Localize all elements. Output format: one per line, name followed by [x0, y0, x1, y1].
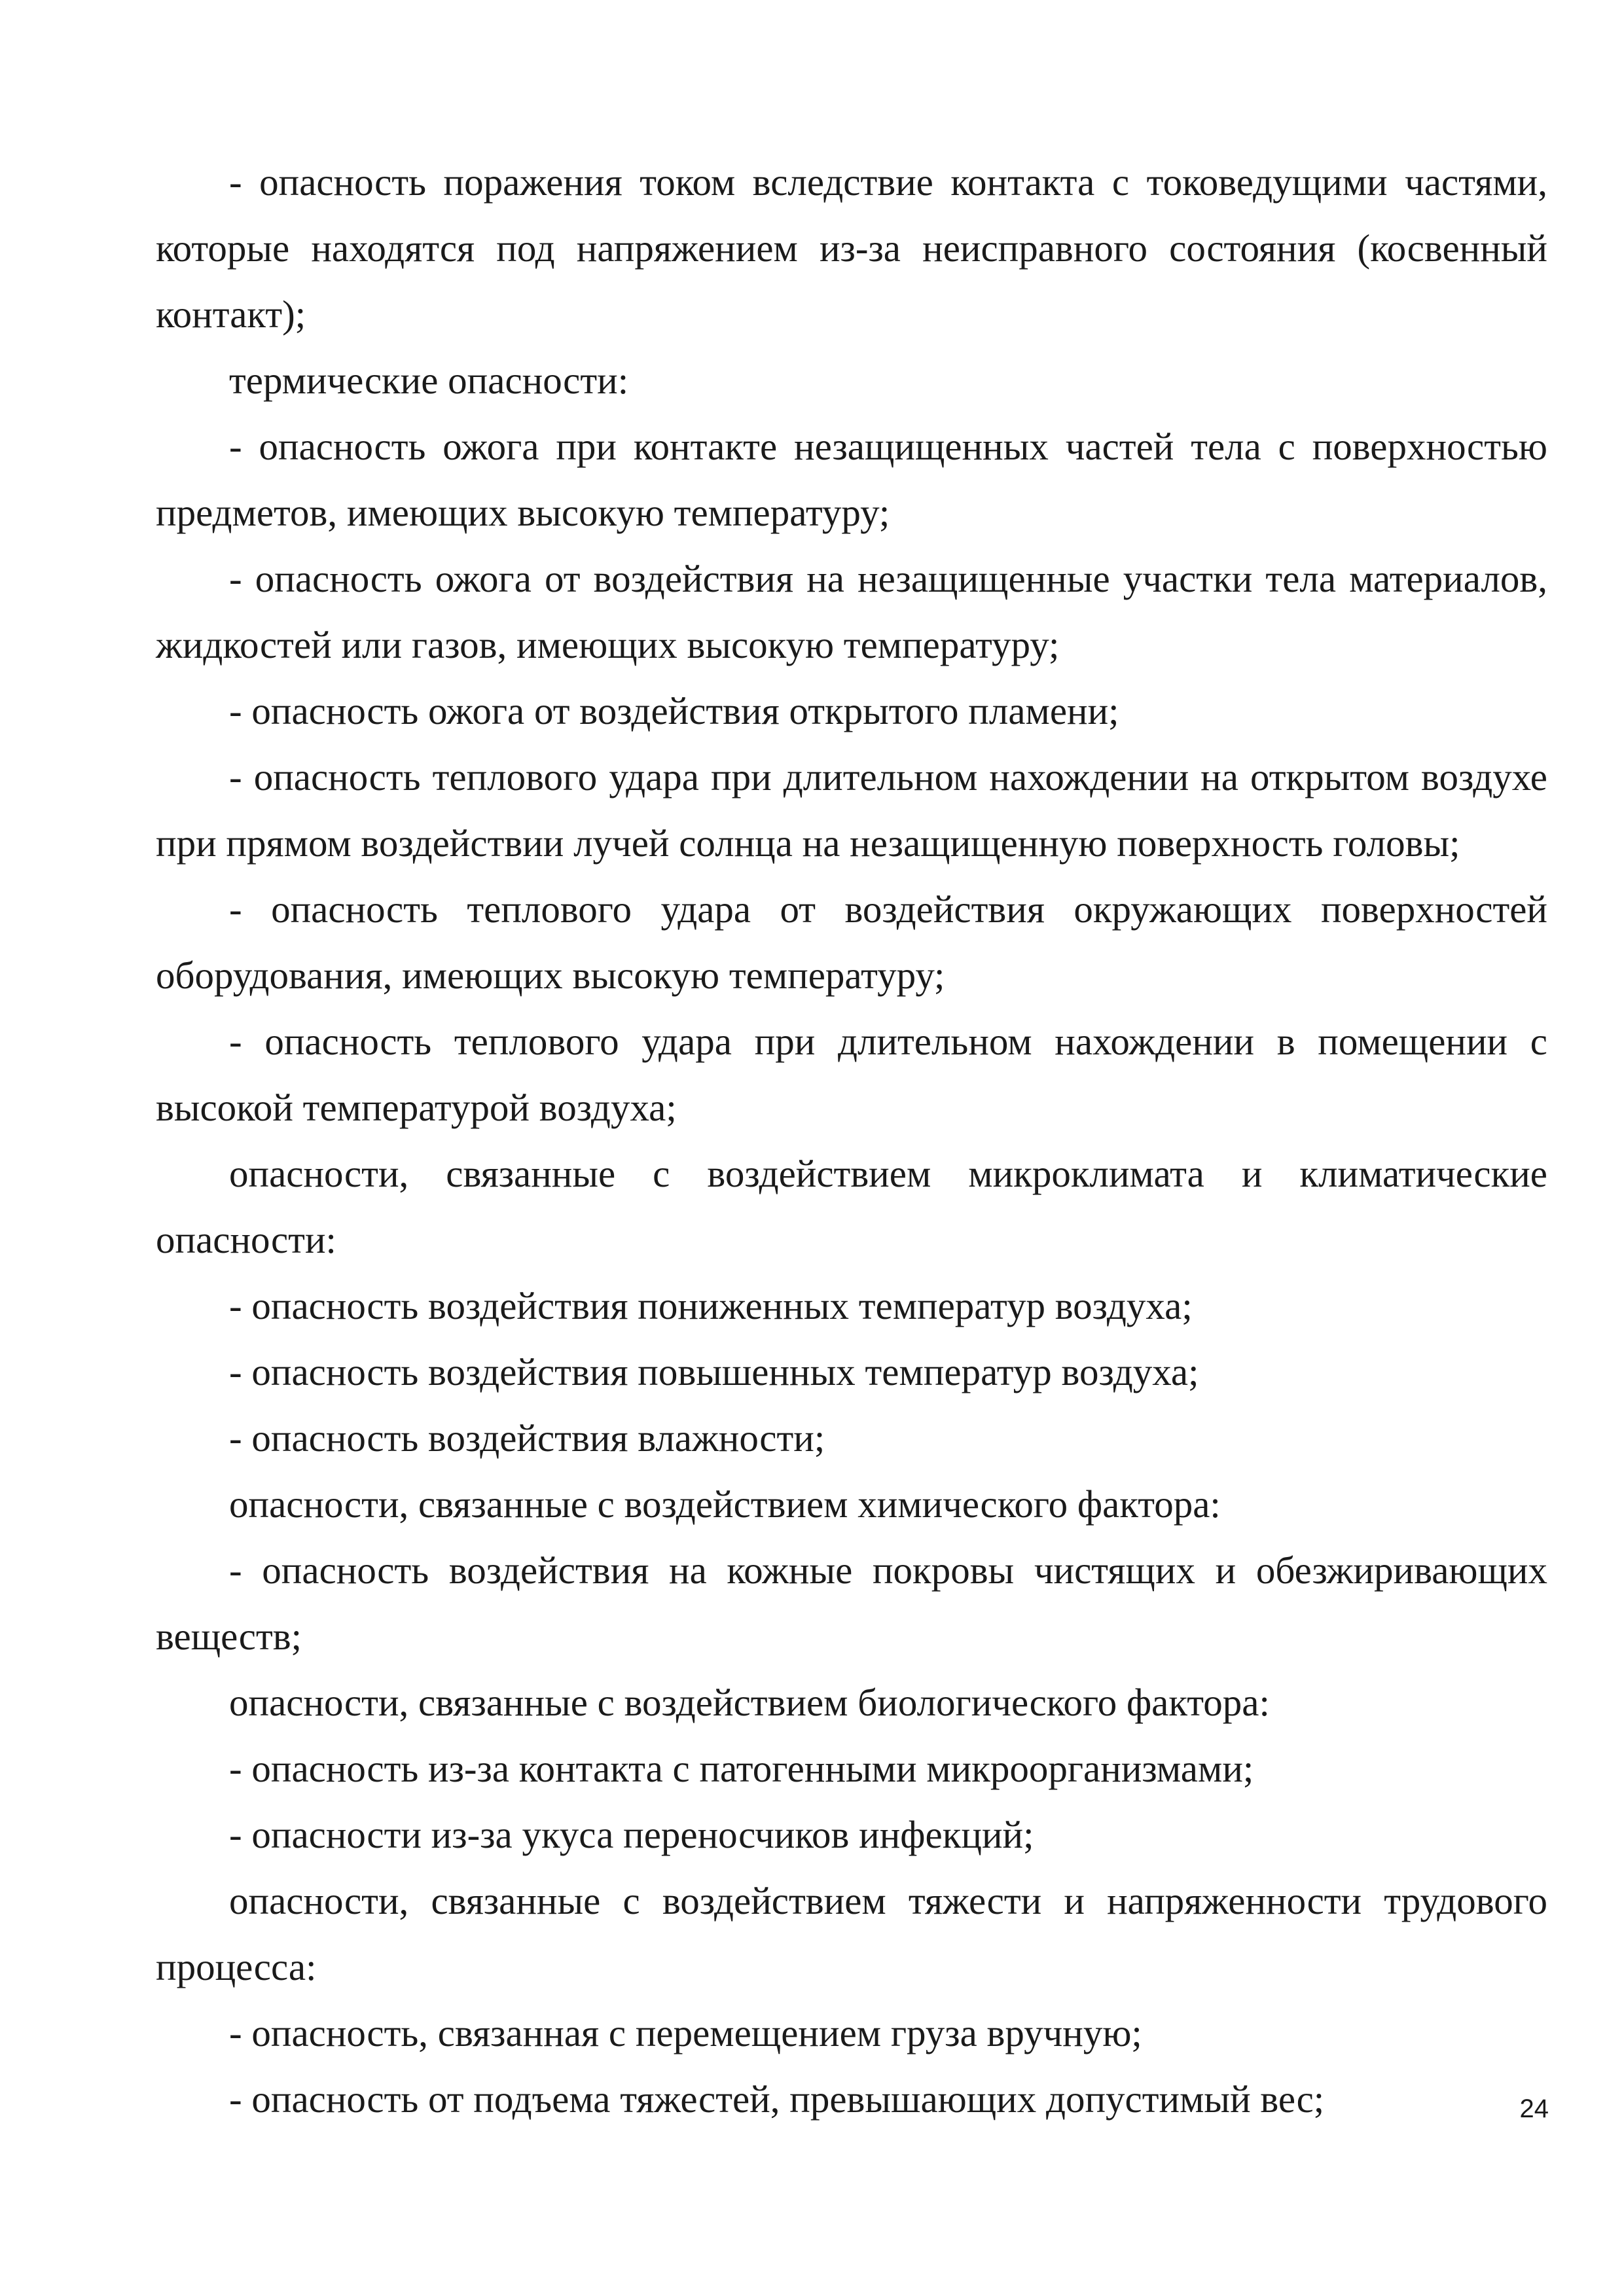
paragraph: термические опасности:: [229, 359, 629, 402]
paragraph: опасности, связанные с воздействием тяжести и напряженности трудового процесса:: [156, 1879, 1547, 1988]
paragraph: - опасность воздействия повышенных температур воздуха;: [229, 1350, 1199, 1393]
paragraph: - опасности из-за укуса переносчиков инфекций;: [229, 1813, 1034, 1856]
paragraph: - опасность ожога от воздействия открытого пламени;: [229, 689, 1119, 732]
paragraph: - опасность ожога при контакте незащищенных частей тела с поверхностью предметов, имеющих высокую температуру;: [156, 425, 1547, 534]
paragraph: - опасность теплового удара при длительном нахождении в помещении с высокой температурой воздуха;: [156, 1020, 1547, 1129]
paragraph: опасности, связанные с воздействием биологического фактора:: [229, 1681, 1270, 1724]
paragraph: - опасность поражения током вследствие контакта с токоведущими частями, которые находятся под напряжением из-за неисправного состояния (косвенный контакт);: [156, 160, 1547, 336]
page-number: 24: [1519, 2094, 1549, 2123]
paragraph: - опасность воздействия на кожные покровы чистящих и обезжиривающих веществ;: [156, 1549, 1547, 1658]
paragraph: - опасность от подъема тяжестей, превышающих допустимый вес;: [229, 2077, 1325, 2121]
body-text: [156, 149, 1547, 2132]
paragraph: опасности, связанные с воздействием микроклимата и климатические опасности:: [156, 1152, 1547, 1261]
paragraph: - опасность теплового удара при длительном нахождении на открытом воздухе при прямом воздействии лучей солнца на незащищенную поверхность головы;: [156, 755, 1547, 865]
paragraph: - опасность, связанная с перемещением груза вручную;: [229, 2011, 1142, 2054]
paragraph: - опасность воздействия пониженных температур воздуха;: [229, 1284, 1193, 1327]
paragraph: - опасность из-за контакта с патогенными микроорганизмами;: [229, 1747, 1254, 1790]
paragraph: - опасность ожога от воздействия на незащищенные участки тела материалов, жидкостей или газов, имеющих высокую температуру;: [156, 557, 1547, 666]
paragraph: опасности, связанные с воздействием химического фактора:: [229, 1482, 1221, 1526]
paragraph: - опасность теплового удара от воздействия окружающих поверхностей оборудования, имеющих высокую температуру;: [156, 888, 1547, 997]
paragraph: - опасность воздействия влажности;: [229, 1416, 825, 1460]
